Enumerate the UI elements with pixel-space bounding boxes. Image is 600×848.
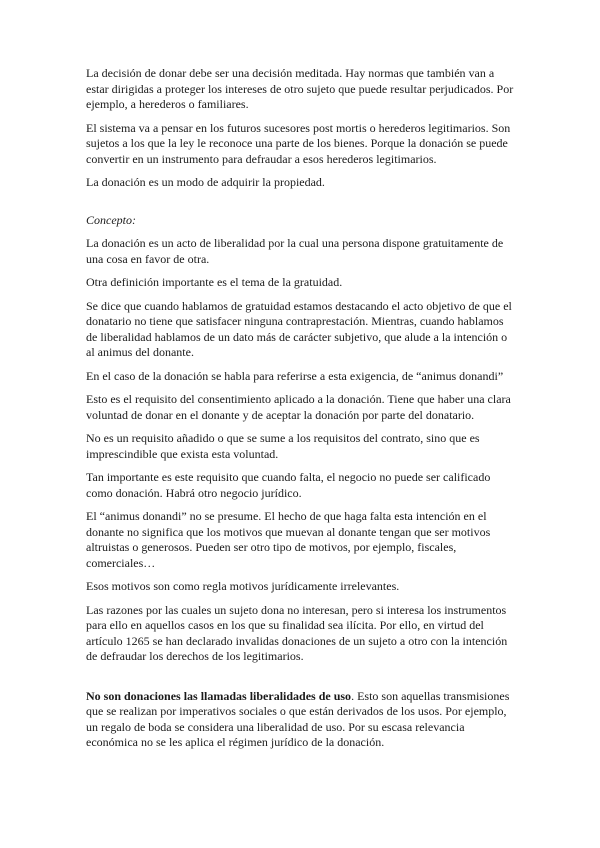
- document-page: [86, 66, 516, 759]
- section-heading-concepto: Concepto:: [86, 212, 136, 227]
- paragraph-liberalidades-uso: [86, 689, 516, 751]
- paragraph-requisito: No es un requisito añadido o que se sume a los requisitos del contrato, sino que es imprescindible que exista esta voluntad.: [86, 431, 480, 461]
- paragraph-gratuidad: Otra definición importante es el tema de la gratuidad.: [86, 275, 343, 289]
- paragraph-motivos-irrelevantes: Esos motivos son como regla motivos jurídicamente irrelevantes.: [86, 579, 400, 593]
- bold-lead-text: No son donaciones las llamadas liberalidades de uso: [86, 688, 352, 703]
- paragraph-modo-adquirir: La donación es un modo de adquirir la propiedad.: [86, 175, 325, 189]
- paragraph-consentimiento: Esto es el requisito del consentimiento aplicado a la donación. Tiene que haber una clara voluntad de donar en el donante y de aceptar la donación por parte del donatario.: [86, 392, 511, 422]
- paragraph-sistema: El sistema va a pensar en los futuros sucesores post mortis o herederos legitimarios. Son sujetos a los que la ley le reconoce una parte de los bienes. Porque la donación se puede convertir en un instrumento para defraudar a esos herederos legitimarios.: [86, 120, 511, 166]
- paragraph-rest-text: . Esto son aquellas transmisiones que se realizan por imperativos sociales o que están derivados de los usos. Por ejemplo, un regalo de boda se considera una liberalidad de uso. Por su escasa relevancia económica no se les aplica el régimen jurídico de la donación.: [86, 688, 510, 749]
- paragraph-razones: Las razones por las cuales un sujeto dona no interesan, pero si interesa los instrumentos para ello en aquellos casos en los que su finalidad sea ilícita. Por ello, en virtud del artículo 1265 se han declarado invalidas donaciones de un sujeto a otro con la intención de defraudar los derechos de los legitimarios.: [86, 602, 508, 663]
- paragraph-animus-donandi: En el caso de la donación se habla para referirse a esta exigencia, de “animus donandi”: [86, 368, 504, 383]
- paragraph-falta-requisito: Tan importante es este requisito que cuando falta, el negocio no puede ser calificado como donación. Habrá otro negocio jurídico.: [86, 470, 491, 500]
- paragraph-decision: La decisión de donar debe ser una decisión meditada. Hay normas que también van a estar dirigidas a proteger los intereses de otro sujeto que puede resultar perjudicados. Por ejemplo, a herederos o familiares.: [86, 66, 514, 111]
- paragraph-gratuidad-liberalidad: Se dice que cuando hablamos de gratuidad estamos destacando el acto objetivo de que el donatario no tiene que satisfacer ninguna contraprestación. Mientras, cuando hablamos de liberalidad hablamos de un dato más de carácter subjetivo, que alude a la intención o al animus del donante.: [86, 298, 512, 359]
- paragraph-no-presume: El “animus donandi” no se presume. El hecho de que haga falta esta intención en el donante no significa que los motivos que muevan al donante tengan que ser motivos altruistas o generosos. Pueden ser otro tipo de motivos, por ejemplo, fiscales, comerciales…: [86, 509, 491, 570]
- paragraph-definicion: La donación es un acto de liberalidad por la cual una persona dispone gratuitamente de una cosa en favor de otra.: [86, 236, 504, 266]
